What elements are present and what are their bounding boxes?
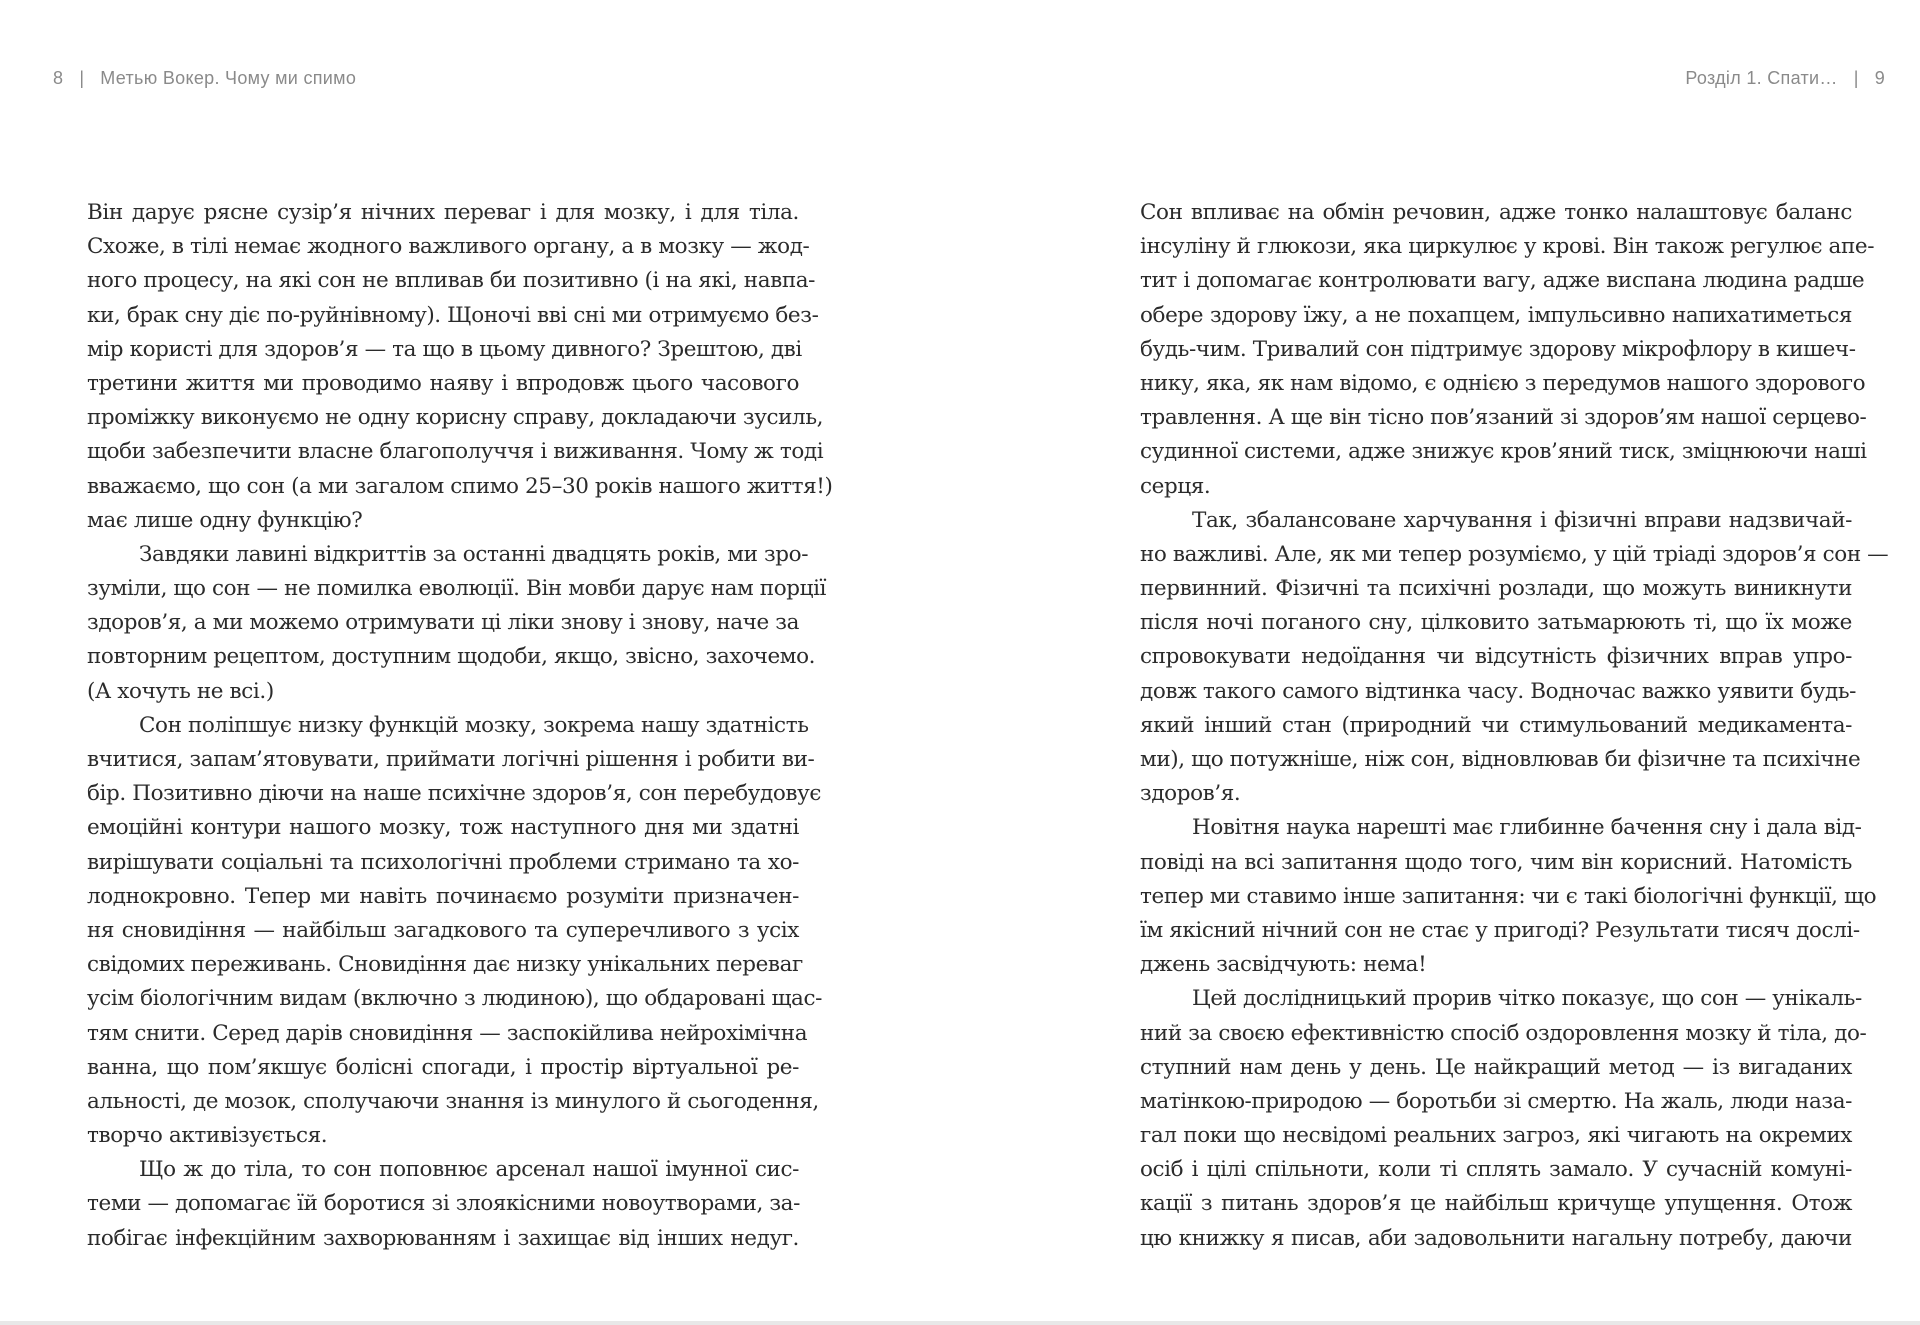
text-line: будь-чим. Тривалий сон підтримує здорову мікрофлору в кишеч- bbox=[1140, 336, 1856, 362]
text-line: ки, брак сну діє по-руйнівному). Щоночі вві сні ми отримуємо без- bbox=[87, 302, 819, 328]
right-page-number: 9 bbox=[1874, 68, 1885, 88]
text-line: ми), що потужніше, ніж сон, відновлював би фізичне та психічне bbox=[1140, 747, 1861, 772]
text-line: здоров’я, а ми можемо отримувати ці ліки знову і знову, наче за bbox=[87, 610, 799, 636]
text-line: їм якісний нічний сон не стає у пригоді? Результати тисяч дослі- bbox=[1140, 917, 1860, 943]
text-line: кації з питань здоров’я це найбільш кричуще упущення. Отож bbox=[1140, 1191, 1852, 1217]
text-line: теми — допомагає їй боротися зі злоякісними новоутворами, за- bbox=[87, 1191, 800, 1217]
bottom-edge bbox=[0, 1321, 1920, 1325]
book-title: Метью Вокер. Чому ми спимо bbox=[100, 68, 357, 88]
section-title: Розділ 1. Спати… bbox=[1685, 68, 1838, 88]
text-line: Новітня наука нарешті має глибинне бачення сну і дала від- bbox=[1192, 815, 1862, 841]
text-line: довж такого самого відтинка часу. Водночас важко уявити будь- bbox=[1140, 678, 1857, 704]
text-line: Так, збалансоване харчування і фізичні вправи надзвичай- bbox=[1192, 507, 1852, 533]
text-line: Цей дослідницький прорив чітко показує, що сон — унікаль- bbox=[1192, 986, 1862, 1012]
text-line: вчитися, запам’ятовувати, приймати логічні рішення і робити ви- bbox=[87, 747, 815, 772]
text-line: травлення. А ще він тісно пов’язаний зі здоров’ям нашої серцево- bbox=[1140, 405, 1867, 431]
text-line: бір. Позитивно діючи на наше психічне здоров’я, сон перебудовує bbox=[87, 781, 821, 807]
text-line: Він дарує рясне сузір’я нічних переваг і для мозку, і для тіла. bbox=[87, 200, 799, 225]
text-line: творчо активізується. bbox=[87, 1123, 328, 1149]
text-line: повторним рецептом, доступним щодоби, якщо, звісно, захочемо. bbox=[87, 644, 816, 670]
text-line: проміжку виконуємо не одну корисну справу, докладаючи зусиль, bbox=[87, 405, 824, 431]
text-line: Завдяки лавині відкриттів за останні двадцять років, ми зро- bbox=[139, 541, 809, 567]
text-line: (А хочуть не всі.) bbox=[87, 678, 274, 704]
text-line: спровокувати недоїдання чи відсутність фізичних вправ упро- bbox=[1140, 644, 1852, 670]
text-line: повіді на всі запитання щодо того, чим він корисний. Натомість bbox=[1140, 849, 1852, 875]
text-line: який інший стан (природний чи стимульований медикамента- bbox=[1140, 712, 1852, 738]
text-line: емоційні контури нашого мозку, тож наступного дня ми здатні bbox=[87, 815, 799, 841]
right-running-head bbox=[1685, 68, 1885, 89]
text-line: судинної системи, адже знижує кров’яний тиск, зміцнюючи наші bbox=[1140, 439, 1867, 465]
text-line: інсуліну й глюкози, яка циркулює у крові. Він також регулює апе- bbox=[1140, 234, 1875, 260]
text-line: Сон впливає на обмін речовин, адже тонко налаштовує баланс bbox=[1140, 200, 1852, 225]
left-header-separator: | bbox=[79, 68, 85, 88]
text-line: свідомих переживань. Сновидіння дає низку унікальних переваг bbox=[87, 952, 803, 978]
text-line: но важливі. Але, як ми тепер розуміємо, у цій тріаді здоров’я сон — bbox=[1140, 541, 1889, 567]
text-line: після ночі поганого сну, цілковито затьмарюють ті, що їх може bbox=[1140, 610, 1852, 636]
right-header-separator: | bbox=[1853, 68, 1859, 88]
text-line: Сон поліпшує низку функцій мозку, зокрема нашу здатність bbox=[139, 712, 809, 738]
text-line: обере здорову їжу, а не похапцем, імпульсивно напихатиметься bbox=[1140, 302, 1852, 328]
text-line: первинний. Фізичні та психічні розлади, що можуть виникнути bbox=[1140, 576, 1852, 602]
text-line: вважаємо, що сон (а ми загалом спимо 25–30 років нашого життя!) bbox=[87, 473, 833, 499]
text-line: ний за своєю ефективністю спосіб оздоровлення мозку й тіла, до- bbox=[1140, 1020, 1867, 1046]
text-line: має лише одну функцію? bbox=[87, 507, 363, 533]
left-page-body bbox=[87, 196, 833, 1256]
text-line: тит і допомагає контролювати вагу, адже виспана людина радше bbox=[1140, 268, 1865, 294]
text-line: Схоже, в тілі немає жодного важливого органу, а в мозку — жод- bbox=[87, 234, 810, 260]
text-line: альності, де мозок, сполучаючи знання із минулого й сьогодення, bbox=[87, 1088, 819, 1114]
text-line: нику, яка, як нам відомо, є однією з передумов нашого здорового bbox=[1140, 370, 1866, 396]
text-line: третини життя ми проводимо наяву і впродовж цього часового bbox=[87, 370, 799, 396]
text-line: ного процесу, на які сон не впливав би позитивно (і на які, навпа- bbox=[87, 268, 816, 294]
text-line: серця. bbox=[1140, 473, 1211, 499]
text-line: тепер ми ставимо інше запитання: чи є такі біологічні функції, що bbox=[1140, 883, 1877, 909]
text-line: усім біологічним видам (включно з людиною), що обдаровані щас- bbox=[87, 986, 822, 1012]
text-line: гал поки що несвідомі реальних загроз, які чигають на окремих bbox=[1140, 1123, 1852, 1149]
text-line: осіб і цілі спільноти, коли ті сплять замало. У сучасній комуні- bbox=[1140, 1157, 1852, 1183]
text-line: щоби забезпечити власне благополуччя і виживання. Чому ж тоді bbox=[87, 439, 824, 465]
text-line: лоднокровно. Тепер ми навіть починаємо розуміти призначен- bbox=[87, 883, 799, 909]
text-line: побігає інфекційним захворюванням і захищає від інших недуг. bbox=[87, 1225, 799, 1251]
text-line: матінкою-природою — боротьби зі смертю. На жаль, люди наза- bbox=[1140, 1088, 1852, 1114]
text-line: цю книжку я писав, аби задовольнити нагальну потребу, даючи bbox=[1140, 1225, 1852, 1251]
text-line: ня сновидіння — найбільш загадкового та суперечливого з усіх bbox=[87, 917, 799, 943]
text-line: мір користі для здоров’я — та що в цьому дивного? Зрештою, дві bbox=[87, 336, 802, 362]
text-line: ванна, що пом’якшує болісні спогади, і простір віртуальної ре- bbox=[87, 1054, 799, 1080]
text-line: ступний нам день у день. Це найкращий метод — із вигаданих bbox=[1140, 1054, 1852, 1080]
text-line: здоров’я. bbox=[1140, 781, 1241, 807]
left-page-number: 8 bbox=[53, 68, 64, 88]
left-running-head bbox=[53, 68, 356, 89]
right-page-body bbox=[1140, 196, 1889, 1256]
text-line: джень засвідчують: нема! bbox=[1140, 952, 1427, 978]
text-line: зуміли, що сон — не помилка еволюції. Він мовби дарує нам порції bbox=[87, 576, 827, 602]
text-line: тям снити. Серед дарів сновидіння — заспокійлива нейрохімічна bbox=[87, 1020, 808, 1046]
text-line: вирішувати соціальні та психологічні проблеми стримано та хо- bbox=[87, 849, 799, 875]
text-line: Що ж до тіла, то сон поповнює арсенал нашої імунної сис- bbox=[139, 1157, 799, 1183]
